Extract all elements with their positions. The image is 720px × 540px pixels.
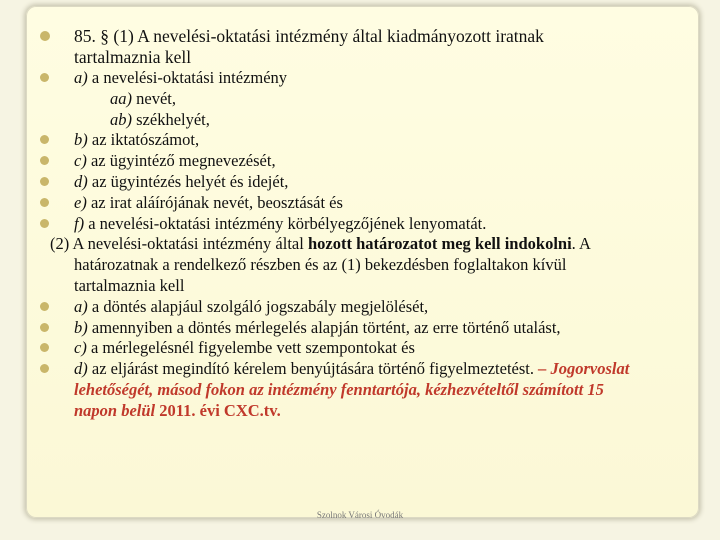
list-item: b) amennyiben a döntés mérlegelés alapján történt, az erre történő utalást,: [52, 318, 692, 339]
footer-text: Szolnok Városi Óvodák: [316, 510, 404, 520]
paragraph-2-line3: tartalmaznia kell: [74, 275, 185, 295]
bullet-icon: [40, 219, 49, 228]
paragraph-2-line1: (2) A nevelési-oktatási intézmény által hozott határozatot meg kell indokolni. A: [50, 234, 591, 254]
paragraph-85-line2: tartalmaznia kell: [74, 47, 192, 67]
list-item: d) az eljárást megindító kérelem benyújtására történő figyelmeztetést. – Jogorvoslat: [52, 359, 692, 380]
bullet-icon: [40, 198, 49, 207]
bullet-icon: [40, 177, 49, 186]
note-line3: napon belül 2011. évi CXC.tv.: [74, 400, 281, 420]
slide-content: [52, 26, 692, 422]
bullet-icon: [40, 73, 49, 82]
list-item: d) az ügyintézés helyét és idejét,: [52, 172, 692, 193]
note-line2: lehetőségét, másod fokon az intézmény fenntartója, kézhezvételtől számított 15: [74, 379, 604, 399]
list-item: c) a mérlegelésnél figyelembe vett szempontokat és: [52, 338, 692, 359]
list-item: c) az ügyintéző megnevezését,: [52, 151, 692, 172]
bullet-icon: [40, 31, 50, 41]
list-item: ab) székhelyét,: [110, 109, 210, 129]
bullet-icon: [40, 302, 49, 311]
list-item: f) a nevelési-oktatási intézmény körbélyegzőjének lenyomatát.: [52, 214, 692, 235]
paragraph-2-line2: határozatnak a rendelkező részben és az (1) bekezdésben foglaltakon kívül: [74, 255, 567, 275]
list-item: a) a nevelési-oktatási intézmény: [52, 68, 692, 89]
list-item: aa) nevét,: [110, 88, 176, 108]
list-item: e) az irat aláírójának nevét, beosztását és: [52, 193, 692, 214]
list-item: a) a döntés alapjául szolgáló jogszabály megjelölését,: [52, 297, 692, 318]
paragraph-85-line1: 85. § (1) A nevelési-oktatási intézmény által kiadmányozott iratnak: [52, 26, 692, 47]
bullet-icon: [40, 323, 49, 332]
list-item: b) az iktatószámot,: [52, 130, 692, 151]
